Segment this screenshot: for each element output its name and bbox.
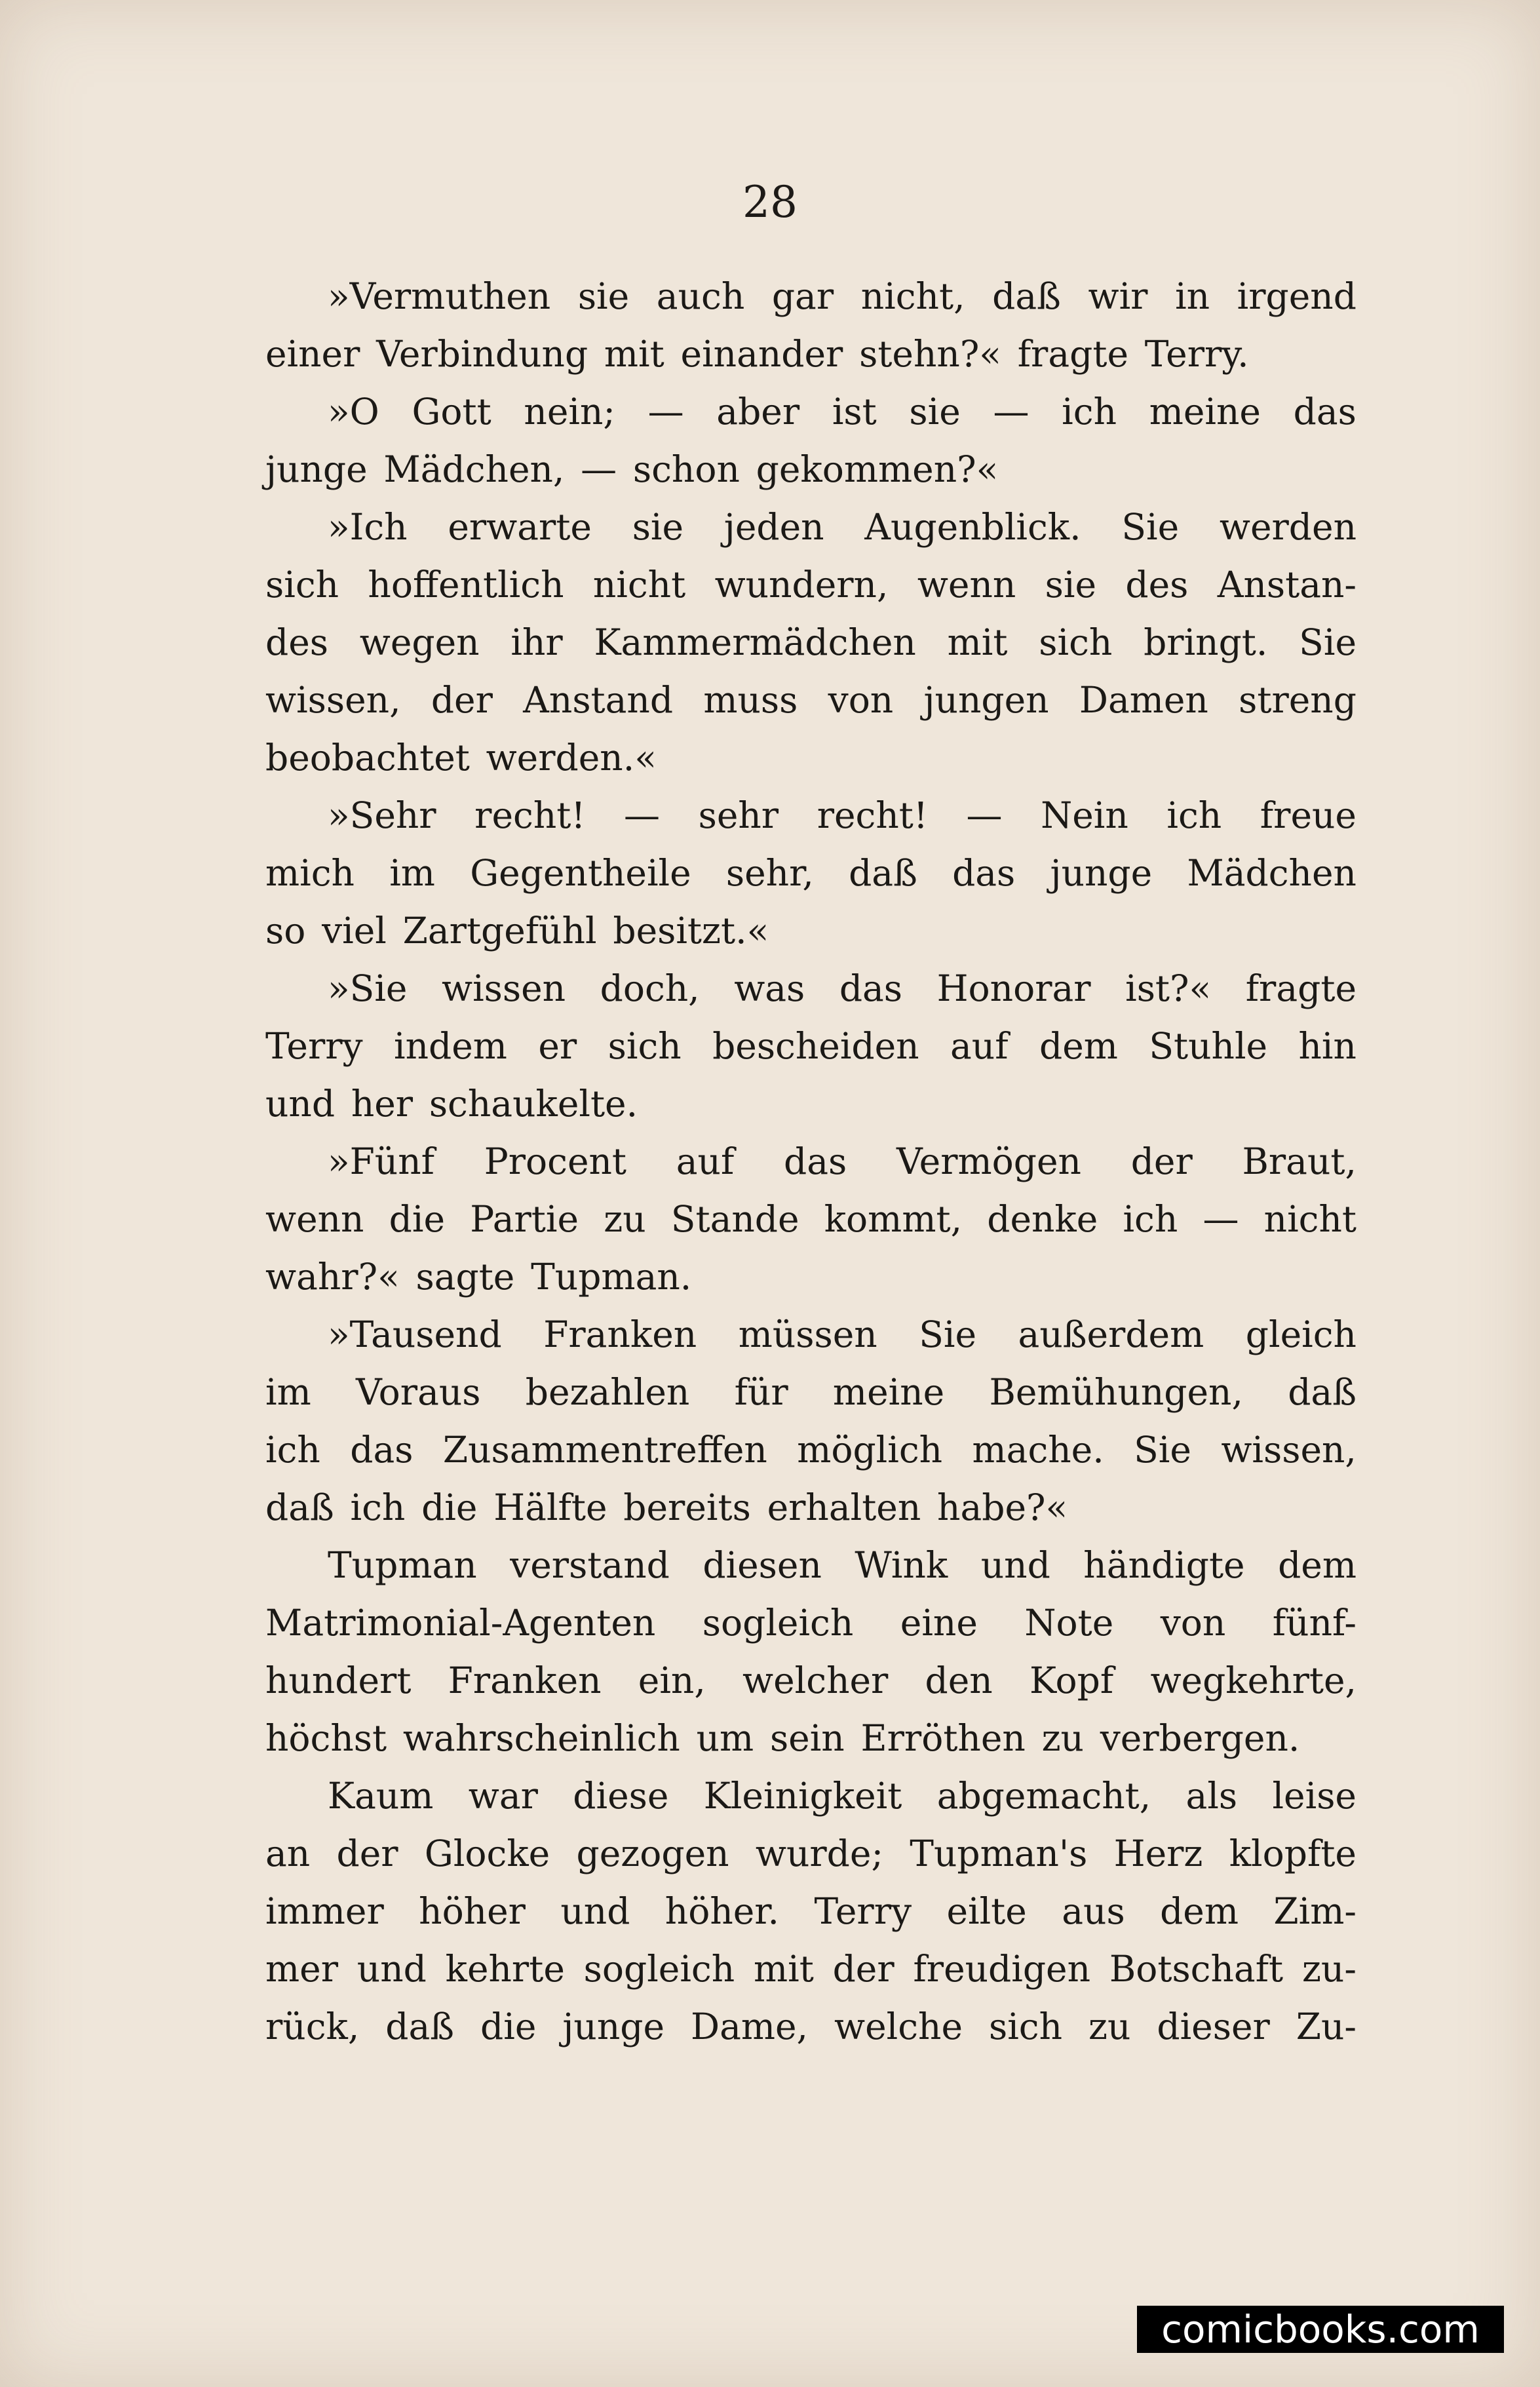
text-line — [265, 1709, 1357, 1767]
word: fünf- — [1272, 1602, 1357, 1644]
word: Wink — [855, 1544, 948, 1586]
word: immer — [265, 1890, 384, 1932]
word: einander — [680, 333, 843, 375]
word: verbergen. — [1100, 1717, 1300, 1759]
word: »Tausend — [328, 1313, 502, 1355]
word: — — [966, 794, 1003, 836]
word: von — [828, 679, 894, 721]
word: den — [925, 1659, 993, 1701]
word: Terry. — [1144, 333, 1249, 375]
word: ich — [1062, 391, 1117, 433]
word: Kleinigkeit — [703, 1775, 902, 1817]
text-line — [265, 613, 1357, 671]
word: welcher — [742, 1659, 889, 1701]
body-text — [265, 267, 1357, 2055]
word: höher. — [664, 1890, 780, 1932]
text-line — [265, 1882, 1357, 1940]
word: sogleich — [702, 1602, 854, 1644]
word: Sie — [1134, 1429, 1191, 1471]
word: auf — [950, 1025, 1009, 1067]
text-line — [265, 1190, 1357, 1248]
word: und — [560, 1890, 630, 1932]
page-number: 28 — [742, 177, 798, 227]
word: Gegentheile — [470, 852, 691, 894]
word: jeden — [723, 506, 824, 548]
word: der — [336, 1833, 398, 1874]
word: Kaum — [328, 1775, 434, 1817]
word: Stuhle — [1149, 1025, 1268, 1067]
word: außerdem — [1018, 1313, 1204, 1355]
word: junge — [562, 2006, 664, 2047]
word: nicht — [592, 564, 686, 606]
word: Nein — [1041, 794, 1128, 836]
word: diesen — [703, 1544, 822, 1586]
word: wegkehrte, — [1150, 1659, 1357, 1701]
text-line — [265, 1998, 1357, 2055]
word: von — [1160, 1602, 1226, 1644]
text-line — [265, 267, 1357, 325]
word: der — [431, 679, 493, 721]
word: kommt, — [824, 1198, 963, 1240]
word: Hälfte — [493, 1486, 607, 1528]
word: Anstand — [523, 679, 674, 721]
word: sogleich — [583, 1948, 735, 1990]
word: wundern, — [714, 564, 889, 606]
word: welche — [834, 2006, 963, 2047]
text-line — [265, 1652, 1357, 1709]
word: Mädchen, — [383, 448, 565, 490]
word: ist?« — [1125, 967, 1212, 1009]
word: das — [952, 852, 1016, 894]
word: »Sehr — [328, 794, 436, 836]
word: ist — [832, 391, 877, 433]
word: Stande — [670, 1198, 799, 1240]
word: sein — [769, 1717, 845, 1759]
word: das — [839, 967, 903, 1009]
word: Anstan- — [1217, 564, 1357, 606]
word: auf — [676, 1140, 735, 1182]
word: mache. — [972, 1429, 1104, 1471]
word: indem — [394, 1025, 507, 1067]
word: sie — [632, 506, 684, 548]
word: — — [581, 448, 617, 490]
word: hoffentlich — [368, 564, 564, 606]
word: hin — [1298, 1025, 1357, 1067]
word: gezogen — [576, 1833, 729, 1874]
word: Verbindung — [376, 333, 588, 375]
text-line — [265, 498, 1357, 556]
word: Honorar — [936, 967, 1091, 1009]
word: der — [1130, 1140, 1193, 1182]
word: wir — [1088, 275, 1148, 317]
word: sich — [1039, 621, 1113, 663]
word: mich — [265, 852, 355, 894]
word: mit — [753, 1948, 814, 1990]
text-line — [265, 325, 1357, 383]
text-line — [265, 1017, 1357, 1075]
word: wenn — [917, 564, 1016, 606]
word: wurde; — [755, 1833, 883, 1874]
word: und — [980, 1544, 1050, 1586]
word: fragte — [1017, 333, 1128, 375]
word: erhalten — [767, 1486, 921, 1528]
word: zu- — [1301, 1948, 1357, 1990]
word: sagte — [415, 1256, 515, 1298]
word: des — [1125, 564, 1189, 606]
word: eine — [900, 1602, 978, 1644]
text-line — [265, 1248, 1357, 1306]
word: Zim- — [1273, 1890, 1357, 1932]
text-line — [265, 1825, 1357, 1882]
word: »Vermuthen — [328, 275, 551, 317]
word: müssen — [738, 1313, 877, 1355]
word: auch — [656, 275, 745, 317]
word: schon — [632, 448, 740, 490]
word: bereits — [623, 1486, 751, 1528]
word: händigte — [1083, 1544, 1245, 1586]
word: Zu- — [1296, 2006, 1357, 2047]
word: das — [1293, 391, 1357, 433]
word: gleich — [1245, 1313, 1357, 1355]
word: eilte — [946, 1890, 1027, 1932]
word: an — [265, 1833, 311, 1874]
word: einer — [265, 333, 360, 375]
word: Bemühungen, — [989, 1371, 1243, 1413]
word: Erröthen — [860, 1717, 1026, 1759]
word: »Fünf — [328, 1140, 435, 1182]
word: Botschaft — [1109, 1948, 1284, 1990]
word: des — [265, 621, 328, 663]
word: bescheiden — [712, 1025, 919, 1067]
word: was — [734, 967, 805, 1009]
text-line — [265, 440, 1357, 498]
word: dieser — [1157, 2006, 1270, 2047]
word: sich — [607, 1025, 682, 1067]
word: nicht — [1263, 1198, 1357, 1240]
word: Dame, — [690, 2006, 809, 2047]
word: streng — [1239, 679, 1357, 721]
word: so — [265, 910, 306, 952]
word: zu — [1088, 2006, 1131, 2047]
word: höher — [419, 1890, 526, 1932]
text-line — [265, 1479, 1357, 1536]
word: aus — [1062, 1890, 1125, 1932]
word: denke — [987, 1198, 1098, 1240]
word: für — [734, 1371, 788, 1413]
word: sie — [577, 275, 630, 317]
word: in — [1175, 275, 1210, 317]
word: recht! — [474, 794, 586, 836]
word: mit — [604, 333, 664, 375]
word: der — [832, 1948, 895, 1990]
word: dem — [1039, 1025, 1118, 1067]
word: diese — [573, 1775, 669, 1817]
word: — — [1203, 1198, 1239, 1240]
word: ich — [350, 1486, 406, 1528]
word: ich — [1123, 1198, 1178, 1240]
word: doch, — [600, 967, 700, 1009]
word: fragte — [1245, 967, 1357, 1009]
word: aber — [716, 391, 800, 433]
text-line — [265, 1536, 1357, 1594]
word: war — [468, 1775, 538, 1817]
word: höchst — [265, 1717, 387, 1759]
text-line — [265, 1940, 1357, 1998]
word: verstand — [510, 1544, 670, 1586]
word: sich — [265, 564, 339, 606]
word: sehr — [698, 794, 779, 836]
word: Sie — [1299, 621, 1357, 663]
word: als — [1185, 1775, 1238, 1817]
word: junge — [265, 448, 368, 490]
word: hundert — [265, 1659, 412, 1701]
word: Mädchen — [1187, 852, 1357, 894]
word: Sie — [919, 1313, 977, 1355]
word: die — [389, 1198, 446, 1240]
text-line — [265, 1306, 1357, 1363]
word: nicht, — [860, 275, 965, 317]
word: um — [696, 1717, 754, 1759]
word: freue — [1260, 794, 1357, 836]
word: daß — [1288, 1371, 1357, 1413]
word: Voraus — [356, 1371, 481, 1413]
word: Matrimonial-Agenten — [265, 1602, 656, 1644]
text-line — [265, 1767, 1357, 1825]
word: werden.« — [486, 737, 657, 779]
word: abgemacht, — [936, 1775, 1151, 1817]
word: Kopf — [1029, 1659, 1114, 1701]
word: Herz — [1113, 1833, 1203, 1874]
word: und — [265, 1083, 336, 1125]
word: Braut, — [1242, 1140, 1357, 1182]
word: Franken — [448, 1659, 602, 1701]
word: wahr?« — [265, 1256, 400, 1298]
text-line — [265, 1594, 1357, 1652]
word: zu — [1041, 1717, 1084, 1759]
word: — — [993, 391, 1030, 433]
word: beobachtet — [265, 737, 470, 779]
word: Sie — [1121, 506, 1180, 548]
word: möglich — [797, 1429, 943, 1471]
word: gar — [771, 275, 834, 317]
word: viel — [322, 910, 387, 952]
text-line — [265, 1363, 1357, 1421]
word: Augenblick. — [864, 506, 1081, 548]
word: habe?« — [937, 1486, 1068, 1528]
word: Procent — [484, 1140, 627, 1182]
text-line — [265, 1421, 1357, 1479]
word: werden — [1219, 506, 1357, 548]
word: bezahlen — [525, 1371, 690, 1413]
word: »Sie — [328, 967, 408, 1009]
word: dem — [1278, 1544, 1357, 1586]
text-line — [265, 556, 1357, 613]
word: ihr — [510, 621, 563, 663]
word: rück, — [265, 2006, 360, 2047]
word: Partie — [470, 1198, 579, 1240]
text-line — [265, 844, 1357, 902]
word: meine — [1149, 391, 1261, 433]
word: wissen, — [1221, 1429, 1357, 1471]
word: Tupman. — [531, 1256, 692, 1298]
word: wenn — [265, 1198, 364, 1240]
word: ich — [1166, 794, 1222, 836]
word: wissen, — [265, 679, 401, 721]
word: die — [480, 2006, 537, 2047]
word: Gott — [412, 391, 491, 433]
word: im — [265, 1371, 311, 1413]
word: sich — [988, 2006, 1063, 2047]
word: Zartgefühl — [402, 910, 597, 952]
text-line — [265, 1075, 1357, 1133]
text-line — [265, 1133, 1357, 1190]
word: Franken — [543, 1313, 697, 1355]
word: zu — [604, 1198, 646, 1240]
word: Note — [1024, 1602, 1114, 1644]
word: erwarte — [448, 506, 592, 548]
word: ein, — [638, 1659, 706, 1701]
text-line — [265, 383, 1357, 440]
word: daß — [992, 275, 1061, 317]
text-line — [265, 671, 1357, 729]
word: Terry — [814, 1890, 912, 1932]
word: »Ich — [328, 506, 408, 548]
word: besitzt.« — [613, 910, 769, 952]
word: wahrscheinlich — [402, 1717, 680, 1759]
word: nein; — [524, 391, 615, 433]
word: jungen — [923, 679, 1049, 721]
word: freudigen — [913, 1948, 1091, 1990]
word: daß — [265, 1486, 334, 1528]
word: meine — [832, 1371, 945, 1413]
word: kehrte — [445, 1948, 565, 1990]
word: das — [784, 1140, 847, 1182]
text-line — [265, 729, 1357, 786]
word: schaukelte. — [429, 1083, 638, 1125]
word: im — [389, 852, 435, 894]
word: die — [421, 1486, 478, 1528]
word: mit — [947, 621, 1008, 663]
word: daß — [385, 2006, 455, 2047]
word: Kammermädchen — [594, 621, 916, 663]
word: stehn?« — [859, 333, 1001, 375]
word: klopfte — [1229, 1833, 1357, 1874]
word: mer — [265, 1948, 338, 1990]
word: Tupman's — [910, 1833, 1088, 1874]
text-line — [265, 960, 1357, 1017]
word: ich — [265, 1429, 320, 1471]
text-line — [265, 786, 1357, 844]
text-line — [265, 902, 1357, 960]
word: — — [624, 794, 661, 836]
word: daß — [849, 852, 917, 894]
word: Terry — [265, 1025, 363, 1067]
word: wegen — [359, 621, 480, 663]
word: Damen — [1079, 679, 1208, 721]
word: irgend — [1237, 275, 1357, 317]
word: er — [538, 1025, 577, 1067]
word: »O — [328, 391, 379, 433]
word: Vermögen — [896, 1140, 1081, 1182]
word: sie — [1045, 564, 1097, 606]
word: Glocke — [424, 1833, 550, 1874]
watermark-logo: comicbooks.com — [1137, 2306, 1504, 2353]
word: und — [356, 1948, 427, 1990]
word: das — [350, 1429, 414, 1471]
word: Zusammentreffen — [442, 1429, 767, 1471]
word: her — [351, 1083, 414, 1125]
word: leise — [1272, 1775, 1357, 1817]
word: Tupman — [328, 1544, 477, 1586]
word: muss — [703, 679, 798, 721]
word: bringt. — [1144, 621, 1268, 663]
word: wissen — [442, 967, 566, 1009]
word: dem — [1160, 1890, 1239, 1932]
word: — — [647, 391, 684, 433]
word: recht! — [817, 794, 928, 836]
word: gekommen?« — [756, 448, 999, 490]
word: sehr, — [725, 852, 814, 894]
word: junge — [1050, 852, 1153, 894]
word: sie — [909, 391, 961, 433]
